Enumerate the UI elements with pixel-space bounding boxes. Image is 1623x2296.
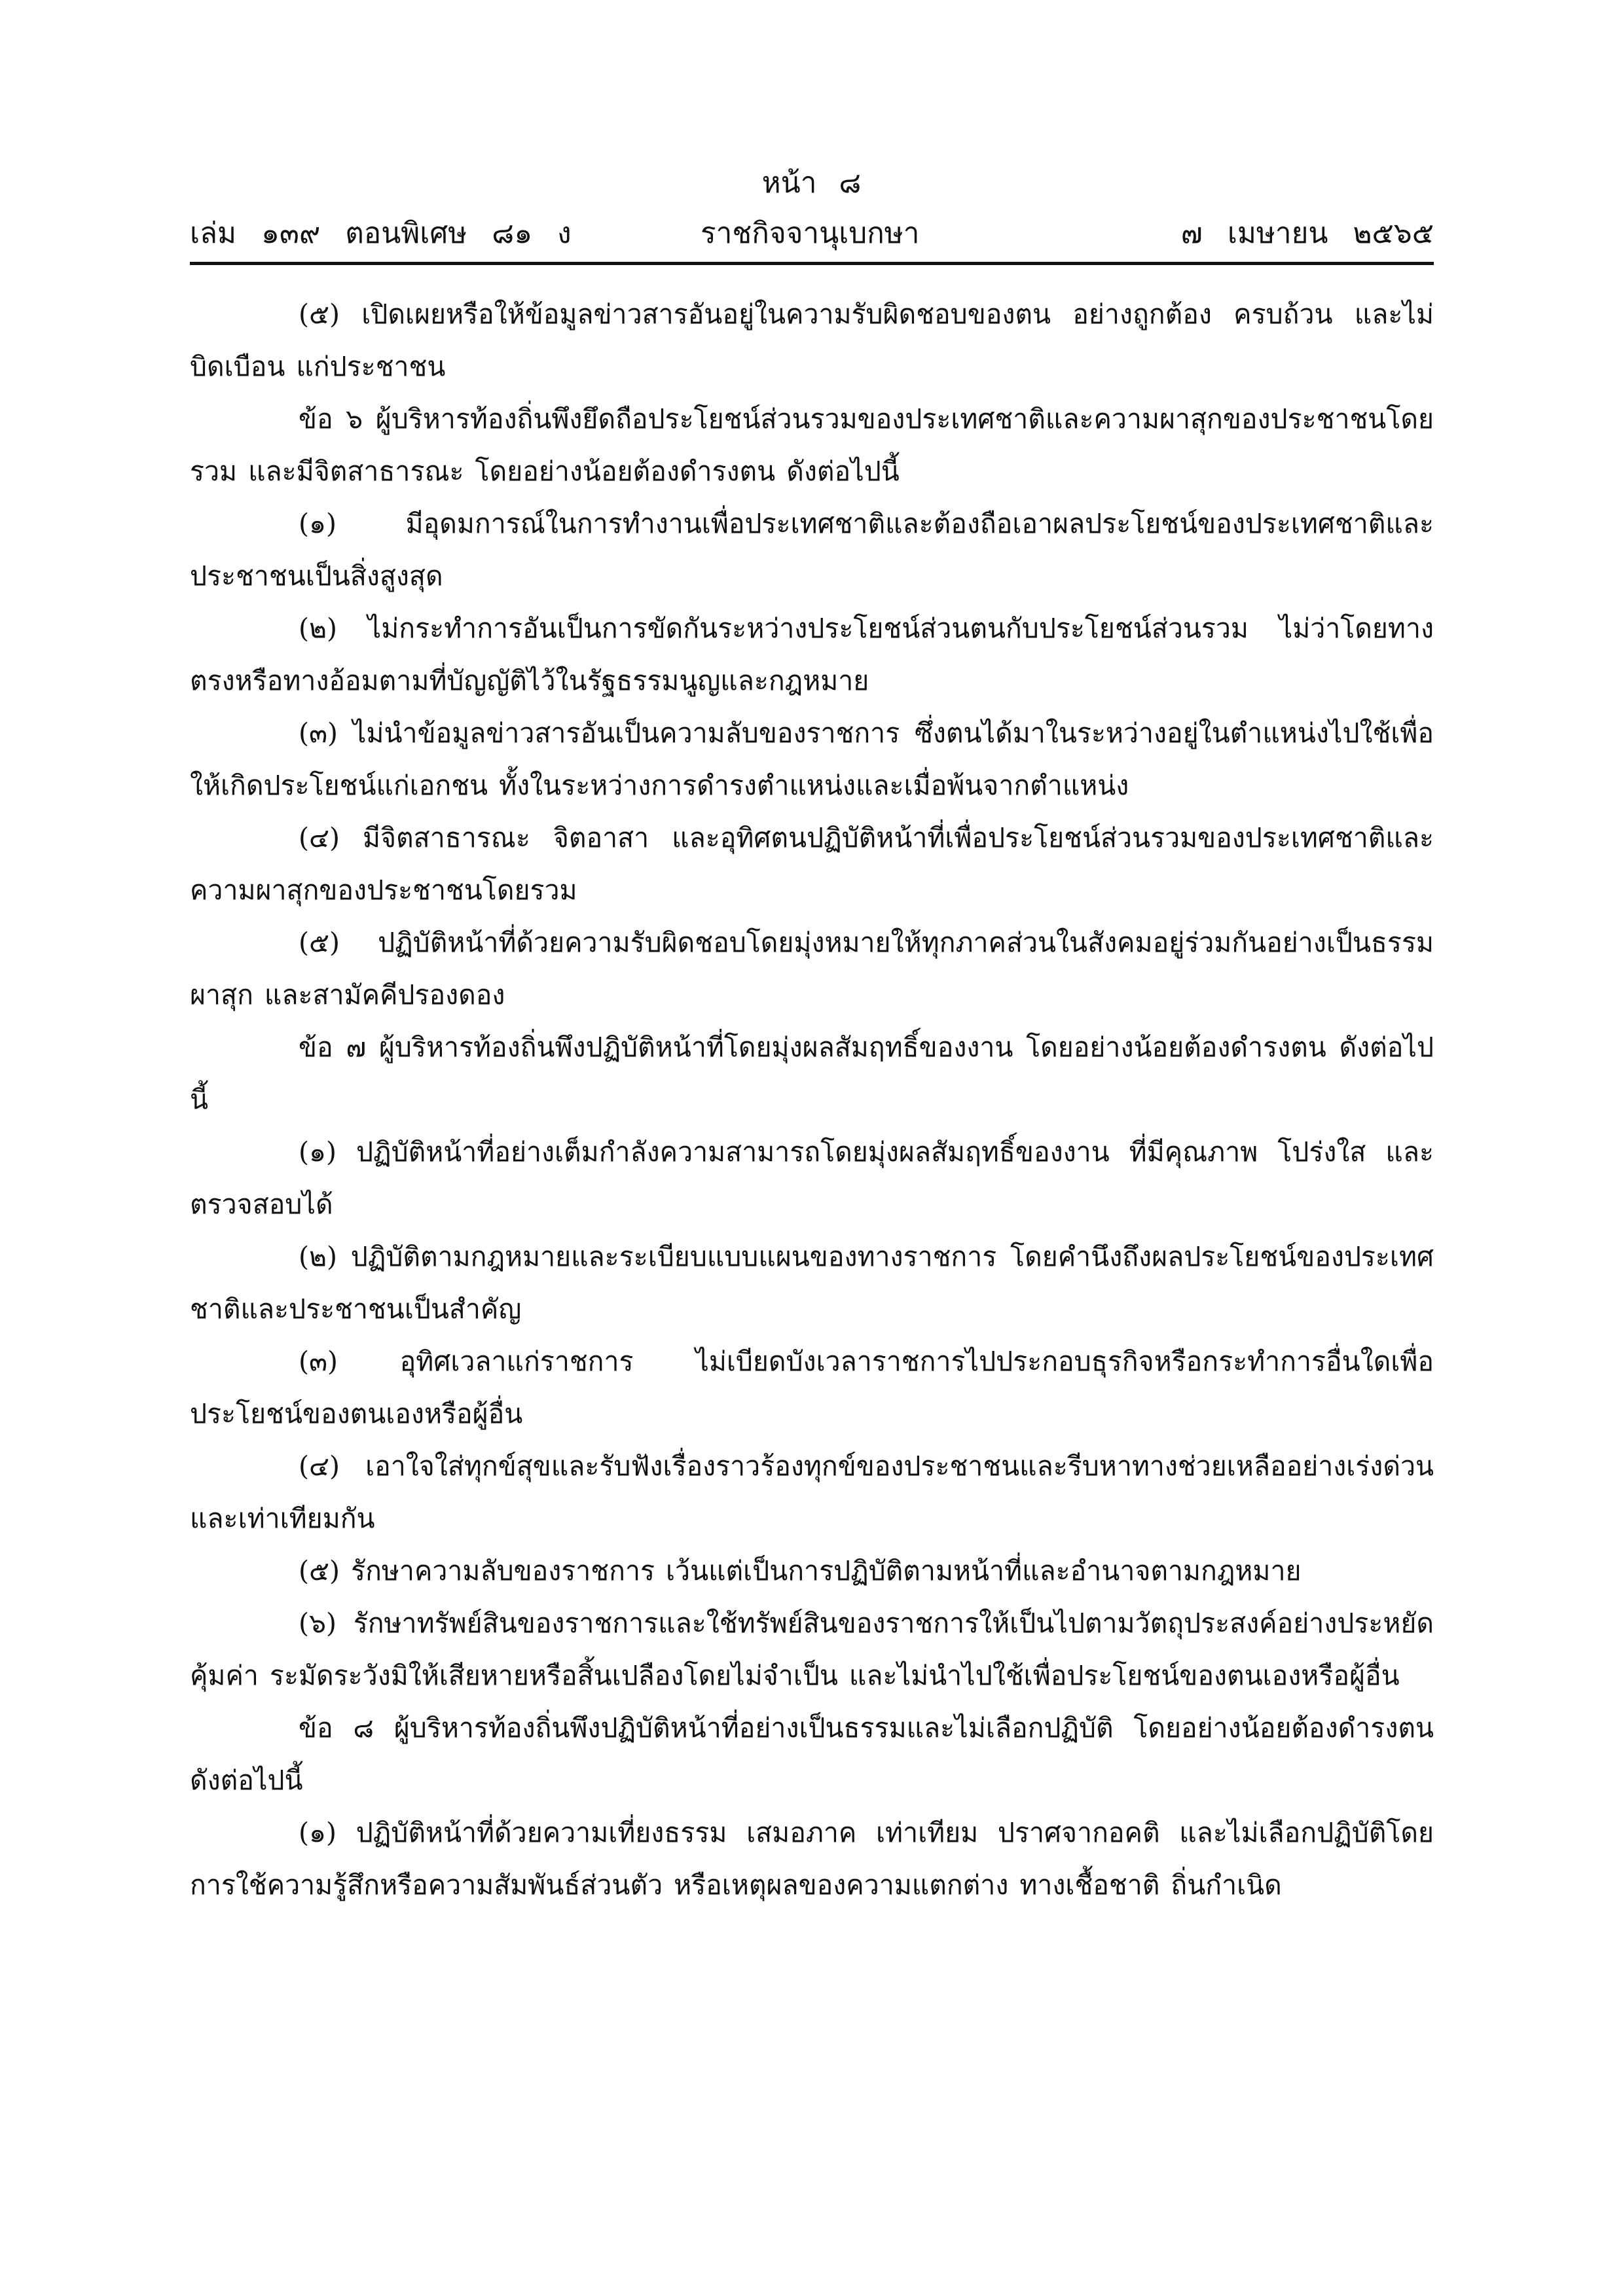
paragraph: (๕) รักษาความลับของราชการ เว้นแต่เป็นการปฏิบัติตามหน้าที่และอำนาจตามกฎหมาย — [299, 1555, 1302, 1587]
paragraph: (๓) ไม่นำข้อมูลข่าวสารอันเป็นความลับของราชการ ซึ่งตนได้มาในระหว่างอยู่ในตำแหน่งไปใช้เพื่อให้เกิดประโยชน์แก่เอกชน ทั้งในระหว่างการดำรงตำแหน่งและเมื่อพ้นจากตำแหน่ง — [190, 717, 1434, 801]
volume-issue: เล่ม ๑๓๙ ตอนพิเศษ ๘๑ ง — [190, 217, 572, 250]
paragraph: ข้อ ๖ ผู้บริหารท้องถิ่นพึงยึดถือประโยชน์ส่วนรวมของประเทศชาติและความผาสุกของประชาชนโดยรวม และมีจิตสาธารณะ โดยอย่างน้อยต้องดำรงตน ดังต่อไปนี้ — [190, 403, 1434, 487]
gazette-title: ราชกิจจานุเบกษา — [701, 217, 920, 250]
paragraph: (๕) ปฏิบัติหน้าที่ด้วยความรับผิดชอบโดยมุ่งหมายให้ทุกภาคส่วนในสังคมอยู่ร่วมกันอย่างเป็นธรรม ผาสุก และสามัคคีปรองดอง — [190, 927, 1434, 1011]
header-rule — [190, 262, 1434, 265]
paragraph: (๓) อุทิศเวลาแก่ราชการ ไม่เบียดบังเวลาราชการไปประกอบธุรกิจหรือกระทำการอื่นใดเพื่อประโยชน์ของตนเองหรือผู้อื่น — [190, 1346, 1434, 1429]
paragraph: (๔) เอาใจใส่ทุกข์สุขและรับฟังเรื่องราวร้องทุกข์ของประชาชนและรีบหาทางช่วยเหลืออย่างเร่งด่วนและเท่าเทียมกัน — [190, 1450, 1434, 1534]
paragraph: (๑) ปฏิบัติหน้าที่อย่างเต็มกำลังความสามารถโดยมุ่งผลสัมฤทธิ์ของงาน ที่มีคุณภาพ โปร่งใส และตรวจสอบได้ — [190, 1136, 1434, 1220]
paragraph: ข้อ ๘ ผู้บริหารท้องถิ่นพึงปฏิบัติหน้าที่อย่างเป็นธรรมและไม่เลือกปฏิบัติ โดยอย่างน้อยต้องดำรงตน ดังต่อไปนี้ — [190, 1712, 1434, 1796]
paragraph: (๖) รักษาทรัพย์สินของราชการและใช้ทรัพย์สินของราชการให้เป็นไปตามวัตถุประสงค์อย่างประหยัด คุ้มค่า ระมัดระวังมิให้เสียหายหรือสิ้นเปลืองโดยไม่จำเป็น และไม่นำไปใช้เพื่อประโยชน์ของตนเองหรือผู้อื่น — [190, 1607, 1434, 1691]
paragraph: (๒) ปฏิบัติตามกฎหมายและระเบียบแบบแผนของทางราชการ โดยคำนึงถึงผลประโยชน์ของประเทศชาติและประชาชนเป็นสำคัญ — [190, 1241, 1434, 1325]
paragraph: (๑) มีอุดมการณ์ในการทำงานเพื่อประเทศชาติและต้องถือเอาผลประโยชน์ของประเทศชาติและประชาชนเป็นสิ่งสูงสุด — [190, 508, 1434, 592]
paragraph: (๕) เปิดเผยหรือให้ข้อมูลข่าวสารอันอยู่ในความรับผิดชอบของตน อย่างถูกต้อง ครบถ้วน และไม่บิดเบือน แก่ประชาชน — [190, 298, 1434, 382]
paragraph: (๔) มีจิตสาธารณะ จิตอาสา และอุทิศตนปฏิบัติหน้าที่เพื่อประโยชน์ส่วนรวมของประเทศชาติและความผาสุกของประชาชนโดยรวม — [190, 822, 1434, 906]
paragraph: (๒) ไม่กระทำการอันเป็นการขัดกันระหว่างประโยชน์ส่วนตนกับประโยชน์ส่วนรวม ไม่ว่าโดยทางตรงหรือทางอ้อมตามที่บัญญัติไว้ในรัฐธรรมนูญและกฎหมาย — [190, 613, 1434, 696]
publication-date: ๗ เมษายน ๒๕๖๕ — [1180, 217, 1434, 250]
document-body — [190, 288, 1434, 1911]
paragraph: ข้อ ๗ ผู้บริหารท้องถิ่นพึงปฏิบัติหน้าที่โดยมุ่งผลสัมฤทธิ์ของงาน โดยอย่างน้อยต้องดำรงตน ดังต่อไปนี้ — [190, 1031, 1434, 1115]
paragraph: (๑) ปฏิบัติหน้าที่ด้วยความเที่ยงธรรม เสมอภาค เท่าเทียม ปราศจากอคติ และไม่เลือกปฏิบัติโดยการใช้ความรู้สึกหรือความสัมพันธ์ส่วนตัว หรือเหตุผลของความแตกต่าง ทางเชื้อชาติ ถิ่นกำเนิด — [190, 1817, 1434, 1901]
page-number: หน้า ๘ — [761, 166, 862, 200]
gazette-header — [190, 211, 1434, 257]
